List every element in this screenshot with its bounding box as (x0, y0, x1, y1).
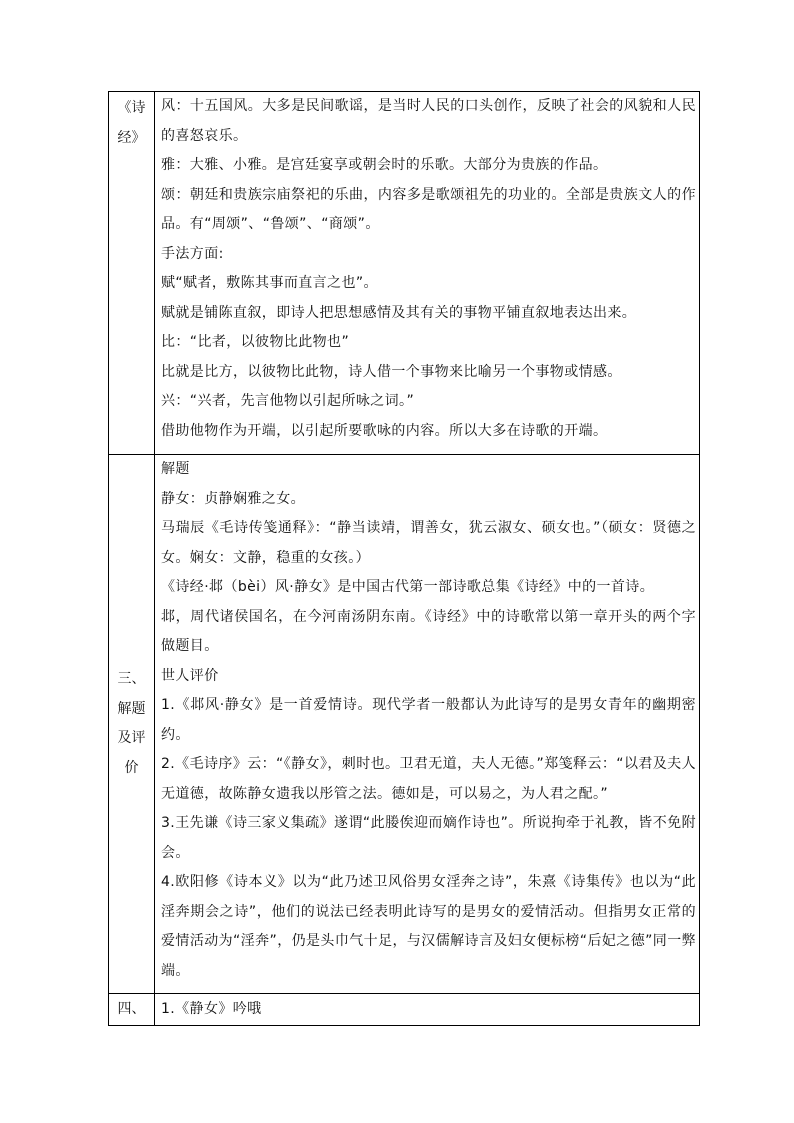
paragraph: 赋“赋者，敷陈其事而直言之也”。 (161, 275, 378, 291)
row-label-cell (109, 994, 155, 1026)
row-label-line: 经》 (117, 129, 146, 146)
row-content-cell (155, 455, 700, 994)
row-content-cell (155, 92, 700, 455)
row-content-cell (155, 994, 700, 1026)
table-row-jieti (109, 455, 700, 994)
paragraph: 比就是比方，以彼物比此物，诗人借一个事物来比喻另一个事物或情感。 (161, 363, 622, 380)
paragraph: 马瑞辰《毛诗传笺通释》：“静当读靖，谓善女，犹云淑女、硕女也。”（硕女：贤德之女。娴女：文静，稳重的女孩。） (161, 520, 696, 566)
paragraph: 借助他物作为开端，以引起所要歌咏的内容。所以大多在诗歌的开端。 (161, 422, 608, 439)
paragraph: 3.王先谦《诗三家义集疏》遂谓“此媵俟迎而嫡作诗也”。所说拘牵于礼教，皆不免附会。 (161, 815, 696, 861)
row-label-line: 价 (124, 759, 139, 776)
row-label-line: 四、 (117, 1000, 146, 1017)
paragraph: 兴：“兴者，先言他物以引起所咏之词。” (161, 393, 415, 409)
section-heading: 世人评价 (161, 667, 219, 684)
paragraph: 4.欧阳修《诗本义》以为“此乃述卫风俗男女淫奔之诗”，朱熹《诗集传》也以为“此淫奔期会之诗”，他们的说法已经表明此诗写的是男女的爱情活动。但指男女正常的爱情活动为“淫奔”，仍是头巾气十足，与汉儒解诗言及妇女便标榜“后妃之德”同一弊端。 (161, 874, 696, 979)
row-label-line: 解题 (117, 700, 146, 717)
paragraph: 静女：贞静娴雅之女。 (161, 490, 305, 507)
table-row-shijing (109, 92, 700, 455)
paragraph: 比：“比者，以彼物比此物也” (161, 334, 350, 350)
paragraph: 风：十五国风。大多是民间歌谣，是当时人民的口头创作，反映了社会的风貌和人民的喜怒哀乐。 (161, 98, 696, 144)
row-label-line: 《诗 (117, 100, 146, 116)
notes-table (108, 91, 700, 1026)
paragraph: 1.《邶风·静女》是一首爱情诗。现代学者一般都认为此诗写的是男女青年的幽期密约。 (161, 697, 696, 743)
paragraph: 1.《静女》吟哦 (161, 1001, 262, 1017)
row-label-cell (109, 455, 155, 994)
paragraph: 邶，周代诸侯国名，在今河南汤阴东南。《诗经》中的诗歌常以第一章开头的两个字做题目。 (161, 608, 696, 654)
table-row-four (109, 994, 700, 1026)
row-label-cell (109, 92, 155, 455)
paragraph: 赋就是铺陈直叙，即诗人把思想感情及其有关的事物平铺直叙地表达出来。 (161, 304, 637, 321)
section-heading: 解题 (161, 461, 190, 477)
paragraph: 《诗经·邶（bèi）风·静女》是中国古代第一部诗歌总集《诗经》中的一首诗。 (161, 579, 655, 595)
row-label-line: 三、 (117, 671, 146, 687)
paragraph: 手法方面: (161, 245, 224, 262)
paragraph: 颂：朝廷和贵族宗庙祭祀的乐曲，内容多是歌颂祖先的功业的。全部是贵族文人的作品。有“周颂”、“鲁颂”、“商颂”。 (161, 186, 696, 232)
row-label-line: 及评 (117, 730, 146, 746)
paragraph: 雅：大雅、小雅。是宫廷宴享或朝会时的乐歌。大部分为贵族的作品。 (161, 157, 608, 173)
paragraph: 2.《毛诗序》云：“《静女》，刺时也。卫君无道，夫人无德。”郑笺释云：“以君及夫人无道德，故陈静女遗我以彤管之法。德如是，可以易之，为人君之配。” (161, 756, 696, 802)
